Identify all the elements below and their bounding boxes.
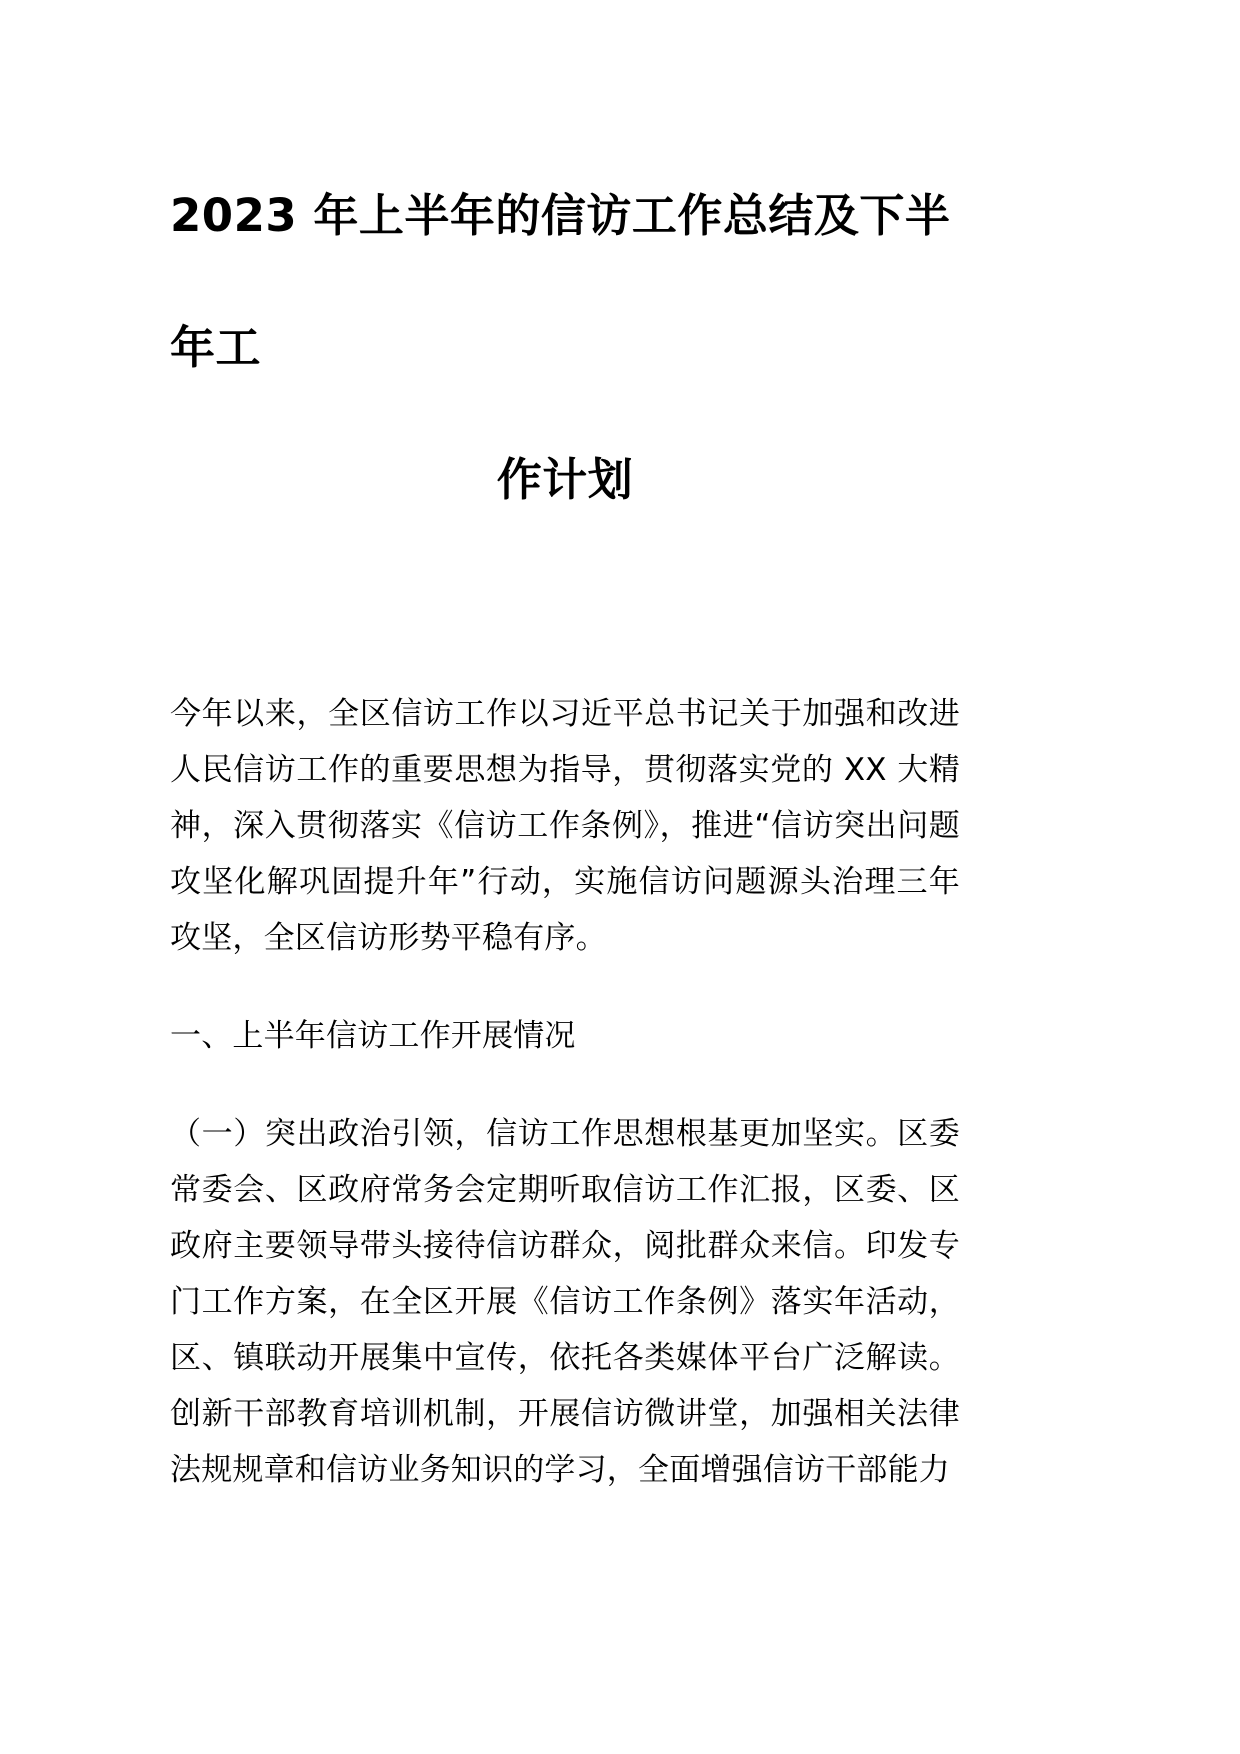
page-title-line-1: 2023 年上半年的信访工作总结及下半年工 xyxy=(170,189,951,374)
paragraph-section-one-item-one: （一）突出政治引领，信访工作思想根基更加坚实。区委常委会、区政府常务会定期听取信访工作汇报，区委、区政府主要领导带头接待信访群众，阅批群众来信。印发专门工作方案，在全区开展《信访工作条例》落实年活动，区、镇联动开展集中宣传，依托各类媒体平台广泛解读。创新干部教育培训机制，开展信访微讲堂，加强相关法律法规规章和信访业务知识的学习，全面增强信访干部能力 xyxy=(170,1116,960,1488)
page-title-line-2: 作计划 xyxy=(496,453,634,506)
page-title xyxy=(170,0,960,546)
title-body-spacer xyxy=(170,546,960,686)
section-heading-one: 一、上半年信访工作开展情况 xyxy=(170,1018,576,1054)
document-content xyxy=(170,0,960,1498)
paragraph-intro: 今年以来，全区信访工作以习近平总书记关于加强和改进人民信访工作的重要思想为指导，贯彻落实党的 XX 大精神，深入贯彻落实《信访工作条例》，推进“信访突出问题攻坚化解巩固提升年”行动，实施信访问题源头治理三年攻坚，全区信访形势平稳有序。 xyxy=(170,696,960,956)
